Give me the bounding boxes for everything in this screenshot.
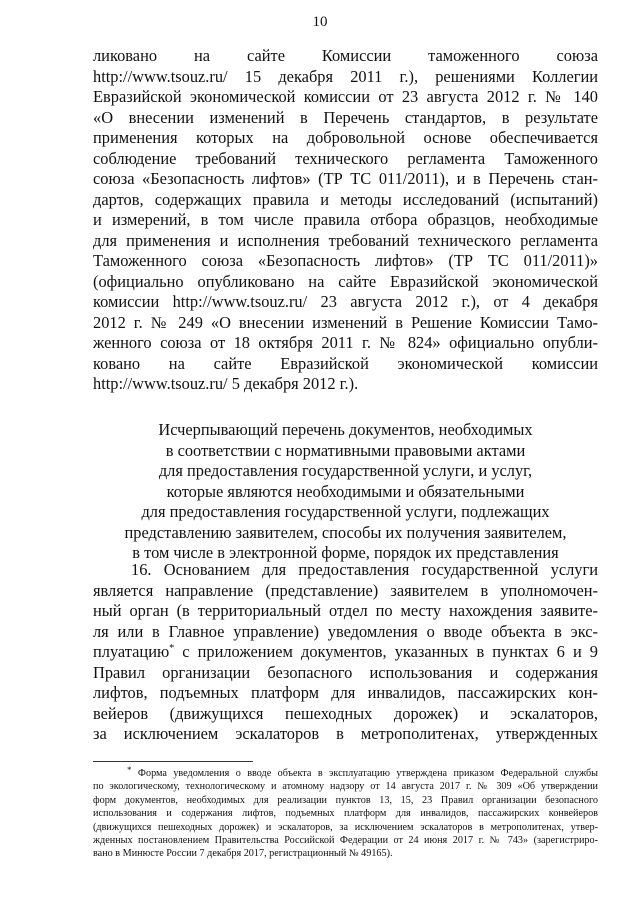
text-line: дартов, содержащих правила и методы исследований (испытаний) bbox=[93, 189, 598, 209]
text-line: женного союза от 18 октября 2011 г. № 824» официально опубли- bbox=[93, 333, 598, 352]
text-line: применения которых на добровольной основе обеспечивается bbox=[93, 128, 598, 147]
paragraph-continuation bbox=[93, 46, 598, 395]
paragraph-16 bbox=[93, 560, 598, 745]
footnote-line: (движущихся пешеходных дорожек) и эскалаторов, за исключением эскалаторов в метрополитенах, утвер- bbox=[93, 821, 598, 833]
footnote-line bbox=[93, 767, 598, 780]
heading-line: которые являются необходимыми и обязательными bbox=[166, 481, 525, 501]
text-line: вейеров (движущихся пешеходных дорожек) и эскалаторов, bbox=[93, 703, 598, 723]
text-line: ликовано на сайте Комиссии таможенного союза bbox=[93, 46, 598, 65]
text-line: является направление (представление) заявителем в уполномочен- bbox=[93, 580, 598, 600]
text-fragment: Форма уведомления о вводе объекта в эксплуатацию утверждена приказом Федеральной службы bbox=[137, 768, 598, 779]
text-line: «О внесении изменений в Перечень стандартов, в результате bbox=[93, 107, 598, 127]
text-line: и измерений, в том числе правила отбора образцов, необходимые bbox=[93, 210, 598, 229]
text-line: союза «Безопасность лифтов» (ТР ТС 011/2011), и в Перечень стан- bbox=[93, 169, 598, 188]
text-line: Евразийской экономической комиссии от 23 августа 2012 г. № 140 bbox=[93, 87, 598, 106]
text-line: Правил организации безопасного использования и содержания bbox=[93, 662, 598, 682]
footnote-line: форм документов, необходимых для реализации пунктов 13, 15, 23 Правил организации безопасного bbox=[93, 794, 598, 806]
text-line: 16. Основанием для предоставления государственной услуги bbox=[131, 560, 598, 579]
footnote-line: по экологическому, технологическому и атомному надзору от 14 августа 2017 г. № 309 «Об утверждении bbox=[93, 781, 598, 793]
text-fragment: с приложением документов, указанных в пунктах 6 и 9 bbox=[174, 642, 598, 661]
text-line: http://www.tsouz.ru/ 5 декабря 2012 г.). bbox=[93, 374, 359, 393]
footnote-mark: * bbox=[127, 765, 132, 775]
text-line: для применения и исполнения требований технического регламента bbox=[93, 230, 598, 250]
footnote-divider bbox=[93, 761, 253, 762]
heading-line: для предоставления государственной услуги, и услуг, bbox=[158, 461, 533, 480]
footnote-reference: * bbox=[169, 643, 175, 654]
section-heading bbox=[93, 420, 598, 564]
text-line: ковано на сайте Евразийской экономической комиссии bbox=[93, 353, 598, 373]
footnote-line: жденных постановлением Правительства Российской Федерации от 24 июня 2017 г. № 743» (зарегистриро- bbox=[93, 834, 598, 846]
text-fragment: плуатацию bbox=[93, 642, 170, 661]
footnote-line: использования и содержания лифтов, подъемных платформ для инвалидов, пассажирских конвейеров bbox=[93, 808, 598, 820]
text-line: ный орган (в территориальный отдел по месту нахождения заявите- bbox=[93, 601, 598, 620]
text-line: за исключением эскалаторов в метрополитенах, утвержденных bbox=[93, 724, 598, 743]
heading-line: в соответствии с нормативными правовыми актами bbox=[165, 440, 526, 460]
footnote bbox=[93, 767, 598, 861]
heading-line: представлению заявителем, способы их получения заявителем, bbox=[124, 522, 567, 542]
text-line: ля или в Главное управление) уведомления о вводе объекта в экс- bbox=[93, 621, 598, 641]
text-line-with-footnote-mark bbox=[93, 642, 598, 663]
text-line: http://www.tsouz.ru/ 15 декабря 2011 г.), решениями Коллегии bbox=[93, 66, 598, 86]
text-line: соблюдение требований технического регламента Таможенного bbox=[93, 148, 598, 168]
heading-line: Исчерпывающий перечень документов, необходимых bbox=[158, 420, 533, 439]
text-line: лифтов, подъемных платформ для инвалидов, пассажирских кон- bbox=[93, 683, 598, 702]
heading-line: для предоставления государственной услуги, подлежащих bbox=[141, 502, 550, 521]
text-line: комиссии http://www.tsouz.ru/ 23 августа 2012 г.), от 4 декабря bbox=[93, 292, 598, 311]
text-line: Таможенного союза «Безопасность лифтов» (ТР ТС 011/2011)» bbox=[93, 251, 598, 270]
footnote-line: вано в Минюсте России 7 декабря 2017, регистрационный № 49165). bbox=[93, 848, 393, 860]
page-number: 10 bbox=[312, 14, 328, 30]
text-line: (официально опубликовано на сайте Евразийской экономической bbox=[93, 271, 598, 291]
text-line: 2012 г. № 249 «О внесении изменений в Решение Комиссии Тамо- bbox=[93, 312, 598, 332]
heading-line: в том числе в электронной форме, порядок их представления bbox=[132, 543, 559, 562]
